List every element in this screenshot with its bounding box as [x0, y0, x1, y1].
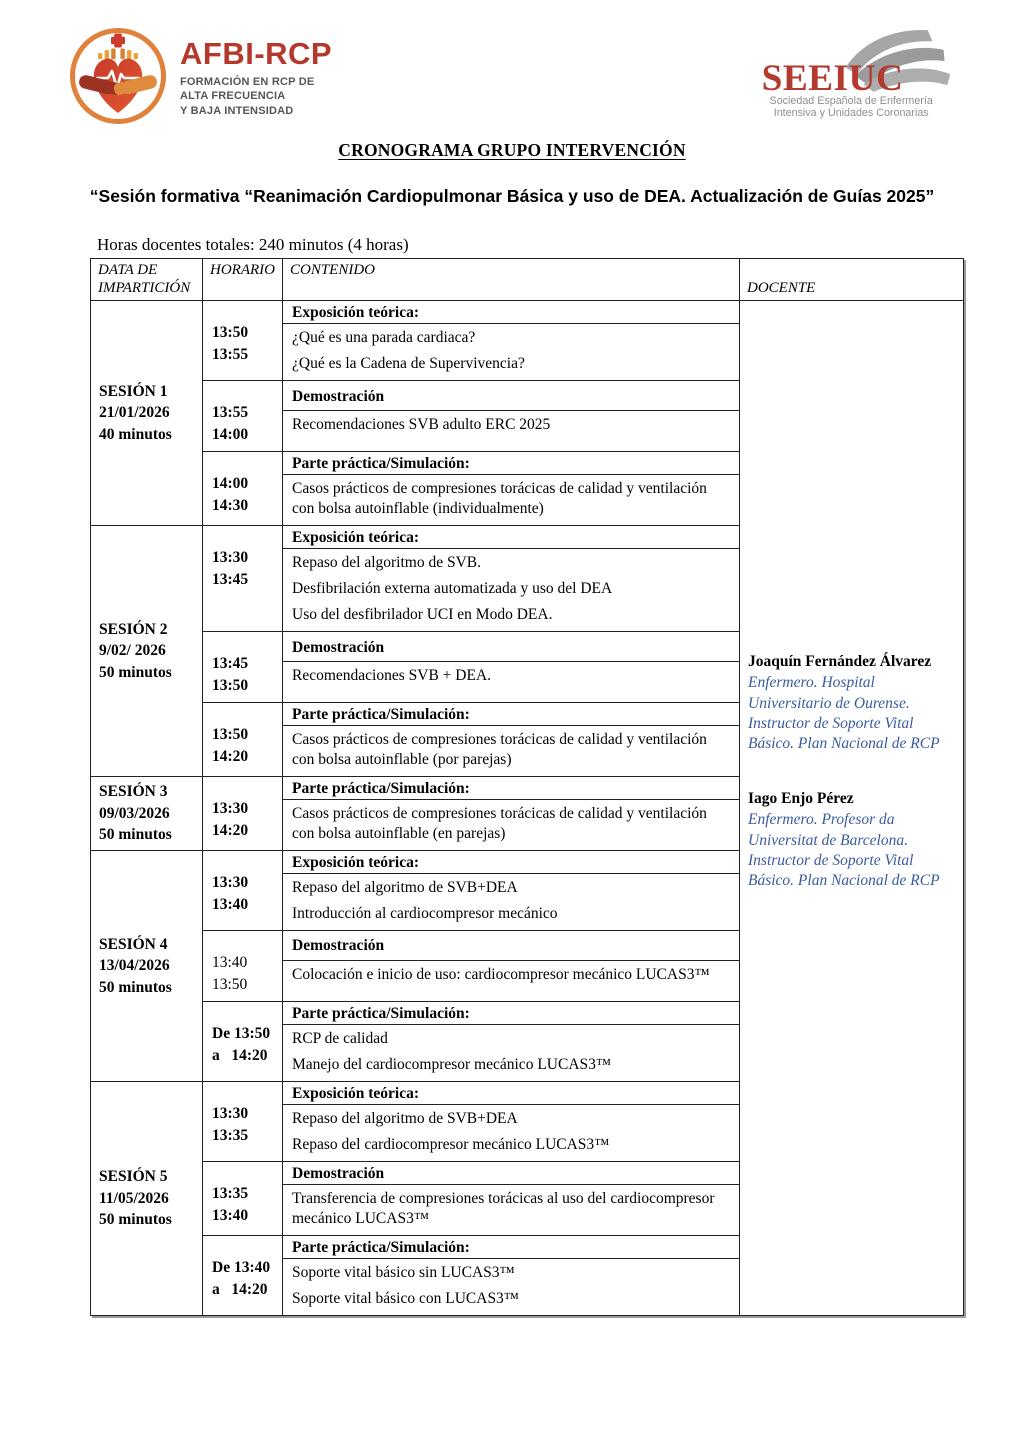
time-line: 13:40 — [212, 953, 248, 971]
time-cell — [203, 451, 283, 525]
schedule-table-body — [91, 301, 964, 1316]
page-header — [0, 0, 1024, 124]
session-label-line: SESIÓN 5 — [99, 1168, 168, 1186]
time-line: De 13:50 — [212, 1024, 271, 1042]
content-title-cell: Exposición teórica: — [283, 850, 740, 873]
content-title-cell: Exposición teórica: — [283, 525, 740, 548]
content-title-cell: Parte práctica/Simulación: — [283, 1001, 740, 1024]
time-line: 13:30 — [212, 1104, 249, 1122]
column-header-contenido: CONTENIDO — [283, 259, 740, 301]
afbi-rcp-name: AFBI-RCP — [180, 36, 333, 71]
docente-list — [748, 652, 957, 964]
time-cell — [203, 1001, 283, 1081]
time-cell — [203, 381, 283, 452]
session-label-line: 9/02/ 2026 — [99, 642, 166, 660]
column-header-horario: HORARIO — [203, 259, 283, 301]
content-item: Transferencia de compresiones torácicas al uso del cardiocompresor mecánico LUCAS3™ — [292, 1189, 715, 1227]
time-cell — [203, 525, 283, 631]
afbi-rcp-tagline: FORMACIÓN EN RCP DE ALTA FRECUENCIA Y BAJA INTENSIDAD — [180, 76, 315, 117]
content-item: Soporte vital básico sin LUCAS3™ — [292, 1263, 515, 1281]
session-label-line: 50 minutos — [99, 826, 172, 844]
content-title-cell: Demostración — [283, 1161, 740, 1184]
content-item: Casos prácticos de compresiones torácicas de calidad y ventilación con bolsa autoinflable (en parejas) — [292, 804, 707, 842]
content-item: Repaso del cardiocompresor mecánico LUCAS3™ — [292, 1135, 610, 1153]
content-item: Casos prácticos de compresiones torácicas de calidad y ventilación con bolsa autoinflable (individualmente) — [292, 479, 707, 517]
session-label-line: SESIÓN 4 — [99, 935, 168, 953]
time-line: 13:55 — [212, 346, 249, 364]
time-line: 14:30 — [212, 497, 249, 515]
content-title-cell: Parte práctica/Simulación: — [283, 702, 740, 725]
content-title-cell: Parte práctica/Simulación: — [283, 1235, 740, 1258]
time-cell — [203, 1161, 283, 1235]
time-line: 13:40 — [212, 1207, 249, 1225]
time-line: 13:30 — [212, 799, 249, 817]
time-line: 14:20 — [212, 822, 249, 840]
time-line: 13:45 — [212, 571, 249, 589]
table-row — [91, 301, 964, 324]
content-title-cell: Parte práctica/Simulación: — [283, 451, 740, 474]
content-body-cell — [283, 324, 740, 381]
session-label-line: SESIÓN 3 — [99, 783, 168, 801]
docente-name: Iago Enjo Pérez — [748, 789, 854, 807]
docente-block — [748, 789, 957, 892]
session-label-line: 50 minutos — [99, 1211, 172, 1228]
session-label-line: 11/05/2026 — [99, 1189, 169, 1207]
time-cell — [203, 1235, 283, 1315]
content-item: ¿Qué es una parada cardiaca? — [292, 329, 476, 346]
content-item: Recomendaciones SVB adulto ERC 2025 — [292, 416, 551, 434]
content-item: Recomendaciones SVB + DEA. — [292, 667, 492, 685]
time-line: 13:45 — [212, 654, 249, 672]
content-item: ¿Qué es la Cadena de Supervivencia? — [292, 355, 525, 372]
time-cell — [203, 930, 283, 1001]
total-hours-line: Horas docentes totales: 240 minutos (4 horas) — [97, 235, 409, 254]
docente-description: Enfermero. Profesor da Universitat de Barcelona. Instructor de Soporte Vital Básico. Plan Nacional de RCP — [748, 811, 940, 890]
content-title-cell: Demostración — [283, 930, 740, 960]
content-item: Repaso del algoritmo de SVB+DEA — [292, 878, 518, 896]
session-label-line: SESIÓN 1 — [99, 382, 168, 400]
afbi-rcp-wordmark — [180, 26, 332, 118]
session-label-line: 09/03/2026 — [99, 804, 170, 822]
schedule-table — [90, 258, 964, 1316]
content-item: Desfibrilación externa automatizada y uso del DEA — [292, 579, 613, 597]
time-line: 13:50 — [212, 725, 249, 743]
content-body-cell — [283, 1258, 740, 1315]
docente-block — [748, 652, 957, 755]
content-item: Introducción al cardiocompresor mecánico — [292, 904, 558, 922]
course-subtitle: “Sesión formativa “Reanimación Cardiopulmonar Básica y uso de DEA. Actualización de Guías 2025” — [89, 186, 935, 206]
session-cell — [91, 301, 203, 526]
content-body-cell — [283, 961, 740, 1002]
content-body-cell — [283, 474, 740, 525]
time-line: 13:50 — [212, 976, 248, 994]
content-body-cell — [283, 662, 740, 703]
session-label-line: 40 minutos — [99, 425, 172, 443]
content-item: Casos prácticos de compresiones torácicas de calidad y ventilación con bolsa autoinflable (por parejas) — [292, 730, 707, 768]
time-cell — [203, 776, 283, 850]
content-body-cell — [283, 1024, 740, 1081]
page-title: CRONOGRAMA GRUPO INTERVENCIÓN — [338, 140, 686, 160]
session-label-line: SESIÓN 2 — [99, 620, 168, 638]
content-body-cell — [283, 548, 740, 631]
docente-cell — [740, 301, 964, 1316]
time-cell — [203, 850, 283, 930]
content-title-cell: Demostración — [283, 381, 740, 411]
content-item: RCP de calidad — [292, 1029, 388, 1047]
seeiuc-logo — [756, 30, 952, 120]
time-line: 14:20 — [212, 748, 249, 766]
time-line: 13:30 — [212, 548, 249, 566]
time-line: 13:55 — [212, 404, 249, 421]
session-cell — [91, 850, 203, 1081]
time-line: 13:30 — [212, 873, 249, 891]
content-title-cell: Demostración — [283, 631, 740, 661]
content-item: Repaso del algoritmo de SVB. — [292, 553, 481, 571]
afbi-rcp-logo — [68, 26, 332, 126]
column-header-docente: DOCENTE — [740, 259, 964, 301]
content-body-cell — [283, 725, 740, 776]
content-title-cell: Parte práctica/Simulación: — [283, 776, 740, 799]
time-cell — [203, 1081, 283, 1161]
content-item: Repaso del algoritmo de SVB+DEA — [292, 1109, 518, 1127]
content-body-cell — [283, 1104, 740, 1161]
session-label-line: 13/04/2026 — [99, 957, 170, 975]
time-line: 13:50 — [212, 677, 249, 695]
content-title-cell: Exposición teórica: — [283, 1081, 740, 1104]
table-header-row — [91, 259, 964, 301]
time-line: 14:00 — [212, 426, 249, 444]
content-item: Soporte vital básico con LUCAS3™ — [292, 1289, 519, 1307]
content-body-cell — [283, 1184, 740, 1235]
content-body-cell — [283, 411, 740, 452]
session-label-line: 50 minutos — [99, 663, 172, 681]
time-line: 13:35 — [212, 1184, 249, 1202]
docente-description: Enfermero. Hospital Universitario de Ourense. Instructor de Soporte Vital Básico. Plan Nacional de RCP — [748, 674, 940, 753]
session-cell — [91, 776, 203, 850]
time-line: 13:35 — [212, 1127, 249, 1145]
time-line: a 14:20 — [212, 1047, 268, 1065]
time-line: 13:40 — [212, 896, 249, 914]
time-cell — [203, 702, 283, 776]
time-line: 13:50 — [212, 324, 249, 341]
session-label-line: 50 minutos — [99, 978, 172, 996]
seeiuc-name: SEEIUC — [761, 57, 904, 99]
session-cell — [91, 525, 203, 776]
docente-name: Joaquín Fernández Álvarez — [748, 652, 932, 670]
session-label-line: 21/01/2026 — [99, 404, 170, 422]
time-cell — [203, 301, 283, 381]
content-item: Uso del desfibrilador UCI en Modo DEA. — [292, 605, 553, 623]
afbi-rcp-logo-icon — [68, 26, 168, 126]
seeiuc-tagline-line2: Intensiva y Unidades Coronarias — [773, 107, 929, 120]
time-line: a 14:20 — [212, 1281, 268, 1299]
content-body-cell — [283, 873, 740, 930]
content-body-cell — [283, 799, 740, 850]
seeiuc-tagline-line1: Sociedad Española de Enfermería — [769, 94, 933, 107]
time-cell — [203, 631, 283, 702]
content-item: Manejo del cardiocompresor mecánico LUCAS3™ — [292, 1055, 612, 1073]
content-item: Colocación e inicio de uso: cardiocompresor mecánico LUCAS3™ — [292, 966, 710, 984]
time-line: 14:00 — [212, 474, 249, 492]
column-header-data-imparticion: DATA DE IMPARTICIÓN — [91, 259, 203, 301]
time-line: De 13:40 — [212, 1258, 271, 1276]
content-title-cell: Exposición teórica: — [283, 301, 740, 324]
session-cell — [91, 1081, 203, 1315]
